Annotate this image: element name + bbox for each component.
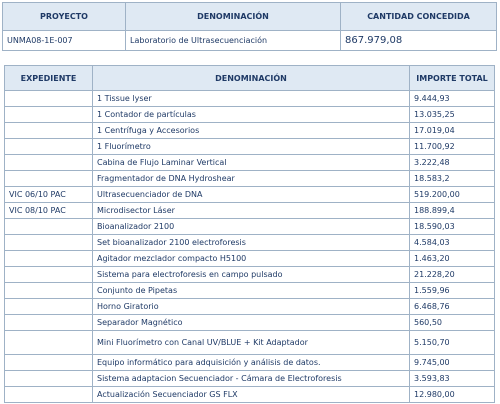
importe-cell: 1.559,96 <box>410 283 495 299</box>
table-row <box>5 387 495 403</box>
granted-amount: 867.979,08 <box>341 31 497 51</box>
expediente-cell <box>5 107 93 123</box>
importe-cell: 9.444,93 <box>410 91 495 107</box>
denominacion-cell: Conjunto de Pipetas <box>93 283 410 299</box>
expediente-cell <box>5 139 93 155</box>
expediente-cell <box>5 235 93 251</box>
denominacion-cell: Set bioanalizador 2100 electroforesis <box>93 235 410 251</box>
denominacion-cell: Cabina de Flujo Laminar Vertical <box>93 155 410 171</box>
importe-cell: 21.228,20 <box>410 267 495 283</box>
expediente-cell <box>5 123 93 139</box>
importe-cell: 5.150,70 <box>410 331 495 355</box>
denominacion-cell: Sistema adaptacion Secuenciador - Cámara de Electroforesis <box>93 371 410 387</box>
header-expediente: EXPEDIENTE <box>5 66 93 91</box>
table-row <box>5 203 495 219</box>
expediente-cell <box>5 91 93 107</box>
expediente-cell <box>5 371 93 387</box>
importe-cell: 13.035,25 <box>410 107 495 123</box>
importe-cell: 11.700,92 <box>410 139 495 155</box>
denominacion-cell: Actualización Secuenciador GS FLX <box>93 387 410 403</box>
table-row <box>5 251 495 267</box>
table-row <box>5 315 495 331</box>
table-row <box>5 299 495 315</box>
denominacion-cell: Mini Fluorímetro con Canal UV/BLUE + Kit Adaptador <box>93 331 410 355</box>
table-row <box>5 187 495 203</box>
expediente-cell <box>5 219 93 235</box>
importe-cell: 17.019,04 <box>410 123 495 139</box>
expediente-cell <box>5 283 93 299</box>
table-row <box>5 219 495 235</box>
denominacion-cell: Sistema para electroforesis en campo pulsado <box>93 267 410 283</box>
summary-header-row <box>3 3 497 31</box>
expediente-cell <box>5 355 93 371</box>
header-importe-total: IMPORTE TOTAL <box>410 66 495 91</box>
denominacion-cell: Fragmentador de DNA Hydroshear <box>93 171 410 187</box>
detail-table <box>4 65 495 403</box>
denominacion-cell: Microdisector Láser <box>93 203 410 219</box>
importe-cell: 4.584,03 <box>410 235 495 251</box>
table-row <box>5 355 495 371</box>
detail-header-row <box>5 66 495 91</box>
denominacion-cell: Bioanalizador 2100 <box>93 219 410 235</box>
expediente-cell <box>5 299 93 315</box>
importe-cell: 3.222,48 <box>410 155 495 171</box>
importe-cell: 1.463,20 <box>410 251 495 267</box>
project-summary-table <box>2 2 497 51</box>
expediente-cell <box>5 331 93 355</box>
table-row <box>5 331 495 355</box>
table-row <box>5 283 495 299</box>
denominacion-cell: 1 Centrífuga y Accesorios <box>93 123 410 139</box>
table-row <box>5 171 495 187</box>
summary-data-row <box>3 31 497 51</box>
importe-cell: 188.899,4 <box>410 203 495 219</box>
importe-cell: 9.745,00 <box>410 355 495 371</box>
table-row <box>5 139 495 155</box>
header-proyecto: PROYECTO <box>3 3 126 31</box>
expediente-cell <box>5 315 93 331</box>
denominacion-cell: Equipo informático para adquisición y análisis de datos. <box>93 355 410 371</box>
expediente-cell: VIC 08/10 PAC <box>5 203 93 219</box>
denominacion-cell: 1 Contador de partículas <box>93 107 410 123</box>
importe-cell: 18.590,03 <box>410 219 495 235</box>
denominacion-cell: 1 Tissue lyser <box>93 91 410 107</box>
expediente-cell: VIC 06/10 PAC <box>5 187 93 203</box>
table-row <box>5 123 495 139</box>
table-row <box>5 235 495 251</box>
project-name: Laboratorio de Ultrasecuenciación <box>126 31 341 51</box>
header-denominacion: DENOMINACIÓN <box>93 66 410 91</box>
expediente-cell <box>5 171 93 187</box>
denominacion-cell: Agitador mezclador compacto H5100 <box>93 251 410 267</box>
project-code: UNMA08-1E-007 <box>3 31 126 51</box>
importe-cell: 18.583,2 <box>410 171 495 187</box>
table-row <box>5 107 495 123</box>
expediente-cell <box>5 267 93 283</box>
importe-cell: 560,50 <box>410 315 495 331</box>
table-row <box>5 267 495 283</box>
denominacion-cell: Separador Magnético <box>93 315 410 331</box>
importe-cell: 12.980,00 <box>410 387 495 403</box>
importe-cell: 3.593,83 <box>410 371 495 387</box>
importe-cell: 519.200,00 <box>410 187 495 203</box>
header-denominacion: DENOMINACIÓN <box>126 3 341 31</box>
importe-cell: 6.468,76 <box>410 299 495 315</box>
expediente-cell <box>5 251 93 267</box>
table-row <box>5 371 495 387</box>
table-row <box>5 155 495 171</box>
expediente-cell <box>5 387 93 403</box>
denominacion-cell: 1 Fluorímetro <box>93 139 410 155</box>
denominacion-cell: Ultrasecuenciador de DNA <box>93 187 410 203</box>
denominacion-cell: Horno Giratorio <box>93 299 410 315</box>
header-cantidad-concedida: CANTIDAD CONCEDIDA <box>341 3 497 31</box>
expediente-cell <box>5 155 93 171</box>
table-row <box>5 91 495 107</box>
